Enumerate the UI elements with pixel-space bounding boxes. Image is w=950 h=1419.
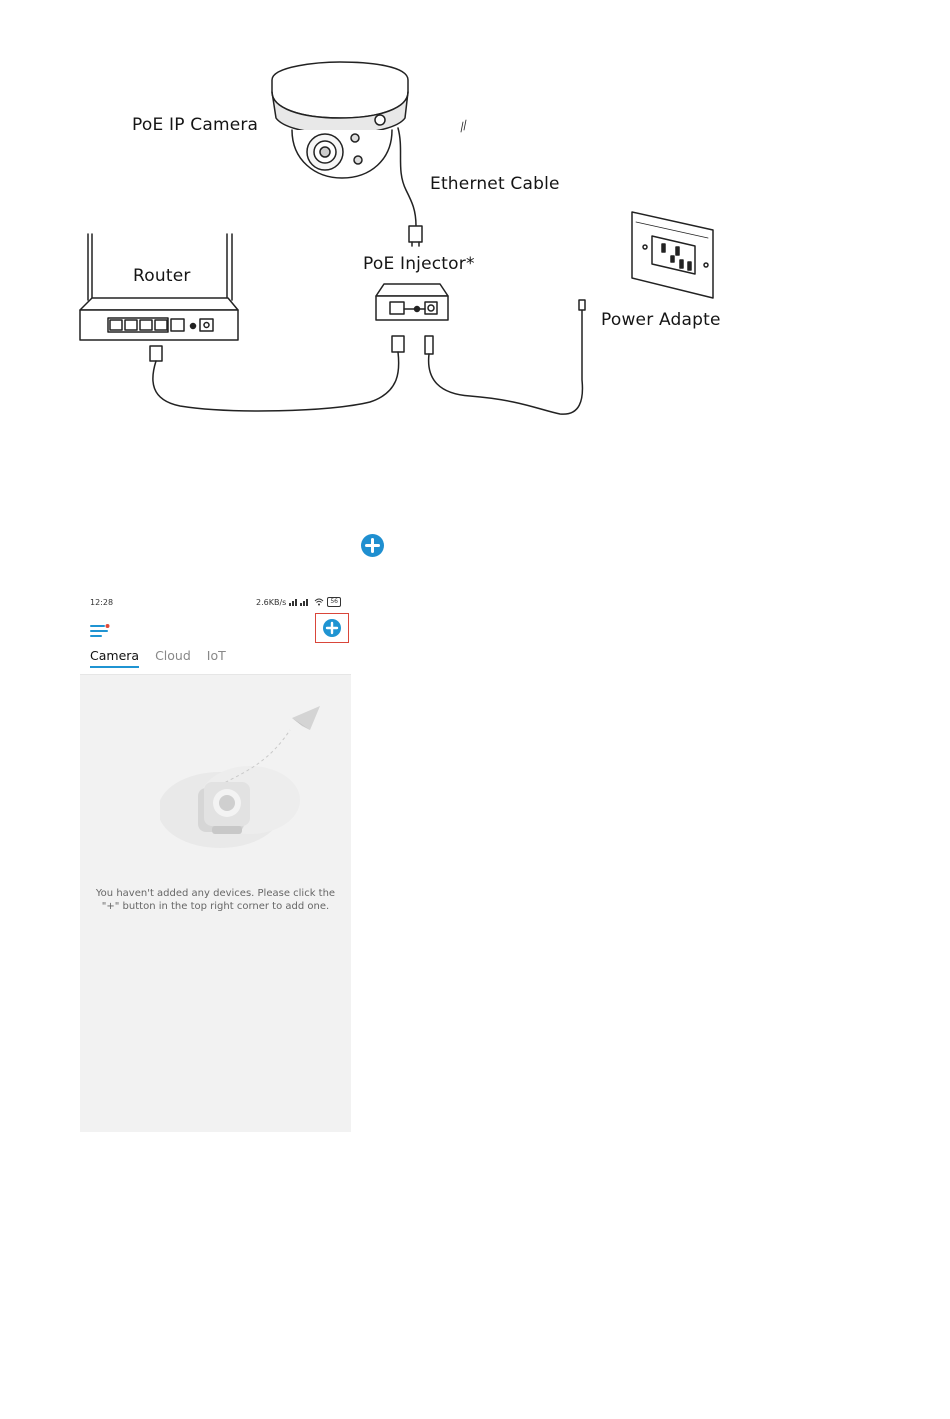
tab-iot[interactable]: IoT bbox=[206, 648, 226, 663]
app-screenshot bbox=[80, 590, 351, 1132]
plus-circle-icon bbox=[322, 618, 342, 638]
poe-injector-label: PoE Injector* bbox=[363, 254, 475, 274]
signal-icon bbox=[289, 598, 311, 606]
poe-injector-drawing bbox=[376, 284, 448, 354]
router-label: Router bbox=[133, 266, 191, 286]
poe-connection-diagram bbox=[0, 0, 950, 440]
battery-icon: 56 bbox=[327, 597, 341, 607]
wifi-icon bbox=[314, 598, 324, 606]
camera-label: PoE IP Camera bbox=[132, 115, 259, 135]
tab-cloud[interactable]: Cloud bbox=[155, 648, 191, 663]
add-device-button[interactable] bbox=[315, 613, 349, 643]
power-cable bbox=[429, 310, 583, 414]
diagram-drawing bbox=[0, 0, 950, 440]
router-cable bbox=[153, 352, 399, 411]
tab-bar bbox=[90, 648, 226, 668]
status-time: 12:28 bbox=[90, 598, 114, 607]
status-indicators bbox=[256, 597, 341, 607]
network-speed: 2.6KB/s bbox=[256, 597, 287, 607]
empty-message-line-2: "+" button in the top right corner to add one. bbox=[101, 901, 330, 912]
app-header bbox=[80, 618, 351, 675]
router-drawing bbox=[80, 234, 238, 361]
plus-circle-icon bbox=[360, 533, 385, 558]
empty-state-illustration bbox=[160, 700, 330, 855]
empty-message-line-1: You haven't added any devices. Please click the bbox=[95, 888, 336, 899]
tab-camera[interactable]: Camera bbox=[90, 648, 139, 668]
power-adapter-label: Power Adapte bbox=[601, 310, 721, 330]
empty-state-message bbox=[80, 887, 351, 913]
ethernet-cable-label: Ethernet Cable bbox=[430, 174, 560, 194]
wall-outlet-drawing bbox=[632, 212, 713, 298]
camera-drawing bbox=[272, 62, 466, 246]
menu-icon[interactable] bbox=[90, 624, 110, 638]
status-bar bbox=[80, 590, 351, 618]
